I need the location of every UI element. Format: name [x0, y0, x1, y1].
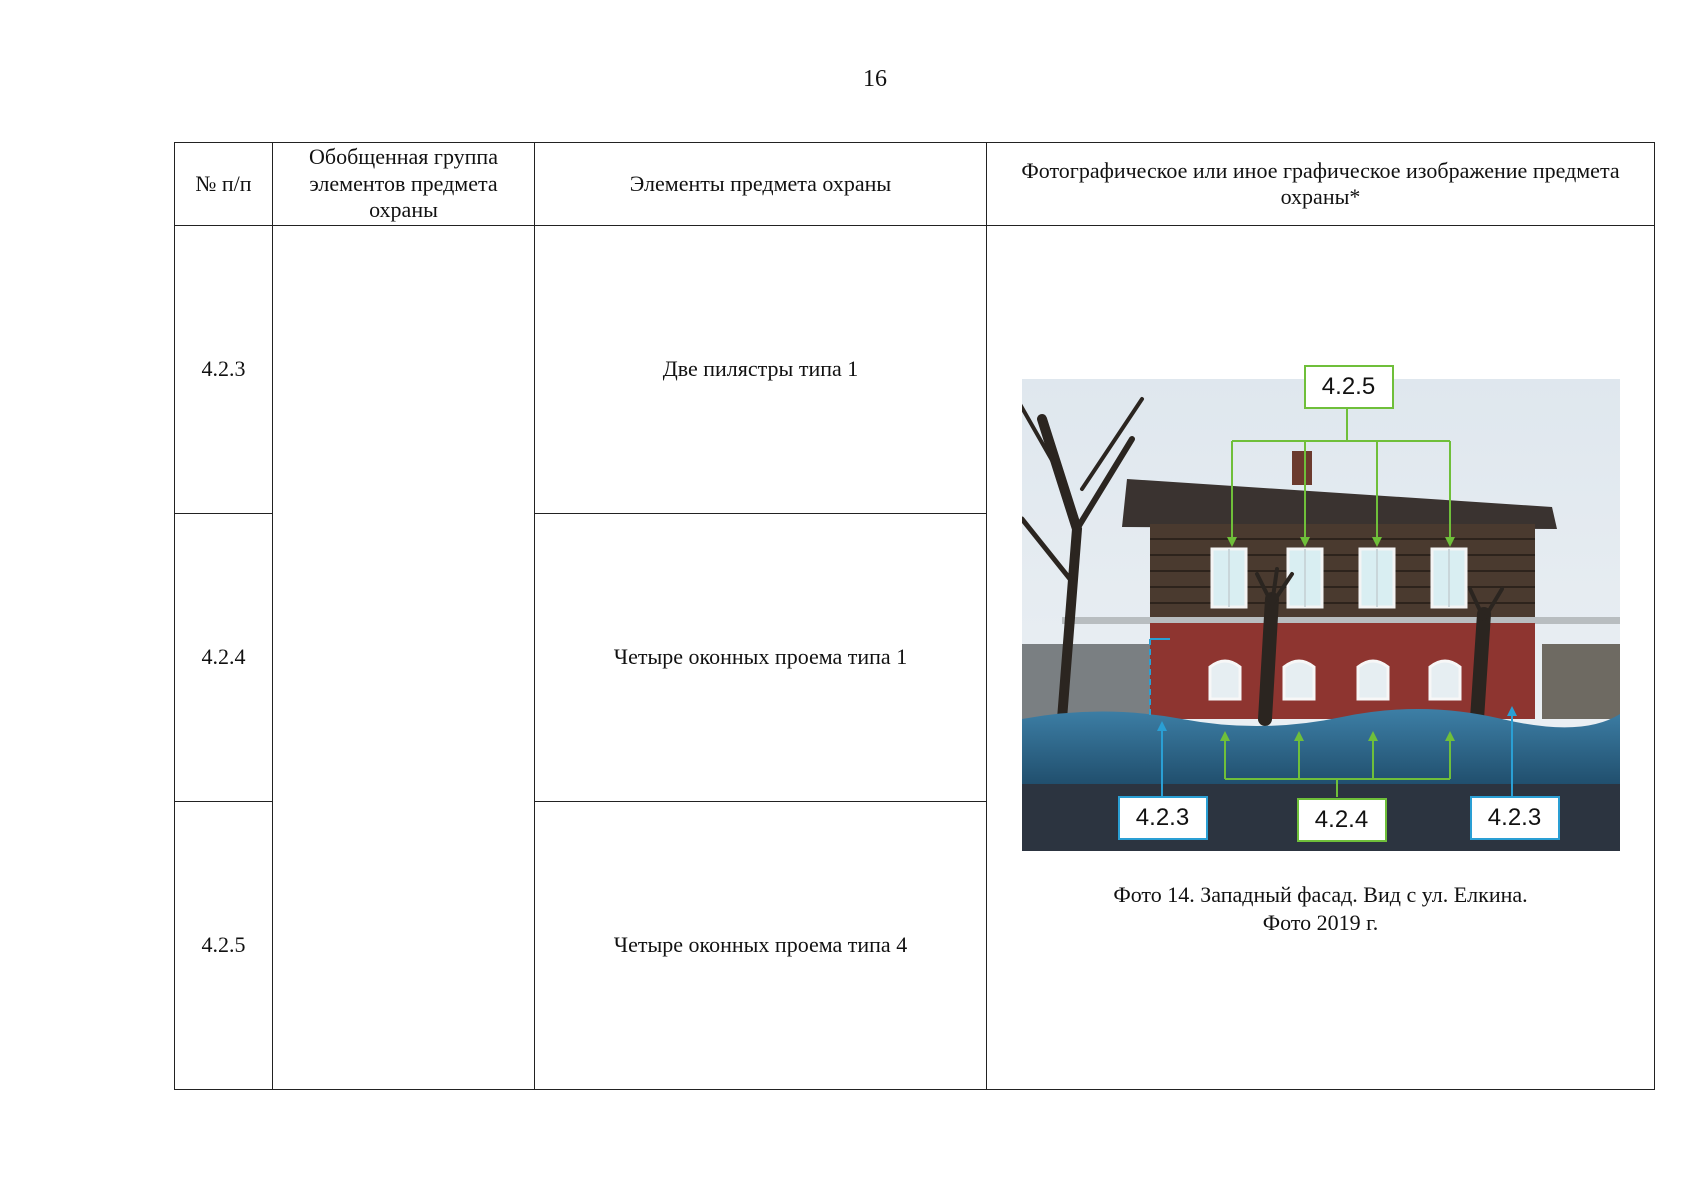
callout-4-2-3-left: 4.2.3	[1118, 796, 1208, 840]
row-element: Две пилястры типа 1	[535, 226, 987, 514]
header-group: Обобщенная группа элементов предмета охраны	[273, 143, 535, 226]
caption-line-2: Фото 2019 г.	[1262, 909, 1379, 935]
protection-table	[174, 142, 1655, 1090]
callout-4-2-3-right: 4.2.3	[1470, 796, 1560, 840]
header-number: № п/п	[175, 143, 273, 226]
row-element: Четыре оконных проема типа 1	[535, 514, 987, 802]
facade-photo	[1022, 373, 1620, 851]
photo-cell	[987, 226, 1655, 1090]
callout-4-2-4: 4.2.4	[1297, 798, 1387, 842]
table-header-row	[175, 143, 1655, 226]
page-number: 16	[863, 66, 887, 92]
row-element: Четыре оконных проема типа 4	[535, 802, 987, 1090]
row-number: 4.2.5	[175, 802, 273, 1090]
header-elements: Элементы предмета охраны	[535, 143, 987, 226]
photo-caption	[987, 881, 1654, 936]
table-row	[175, 226, 1655, 514]
row-number: 4.2.3	[175, 226, 273, 514]
row-number: 4.2.4	[175, 514, 273, 802]
callout-4-2-5: 4.2.5	[1304, 365, 1394, 409]
header-image: Фотографическое или иное графическое изображение предмета охраны*	[987, 143, 1655, 226]
caption-line-1: Фото 14. Западный фасад. Вид с ул. Елкина.	[1113, 882, 1528, 907]
group-cell	[273, 226, 535, 1090]
facade-photo-image	[1022, 379, 1620, 851]
